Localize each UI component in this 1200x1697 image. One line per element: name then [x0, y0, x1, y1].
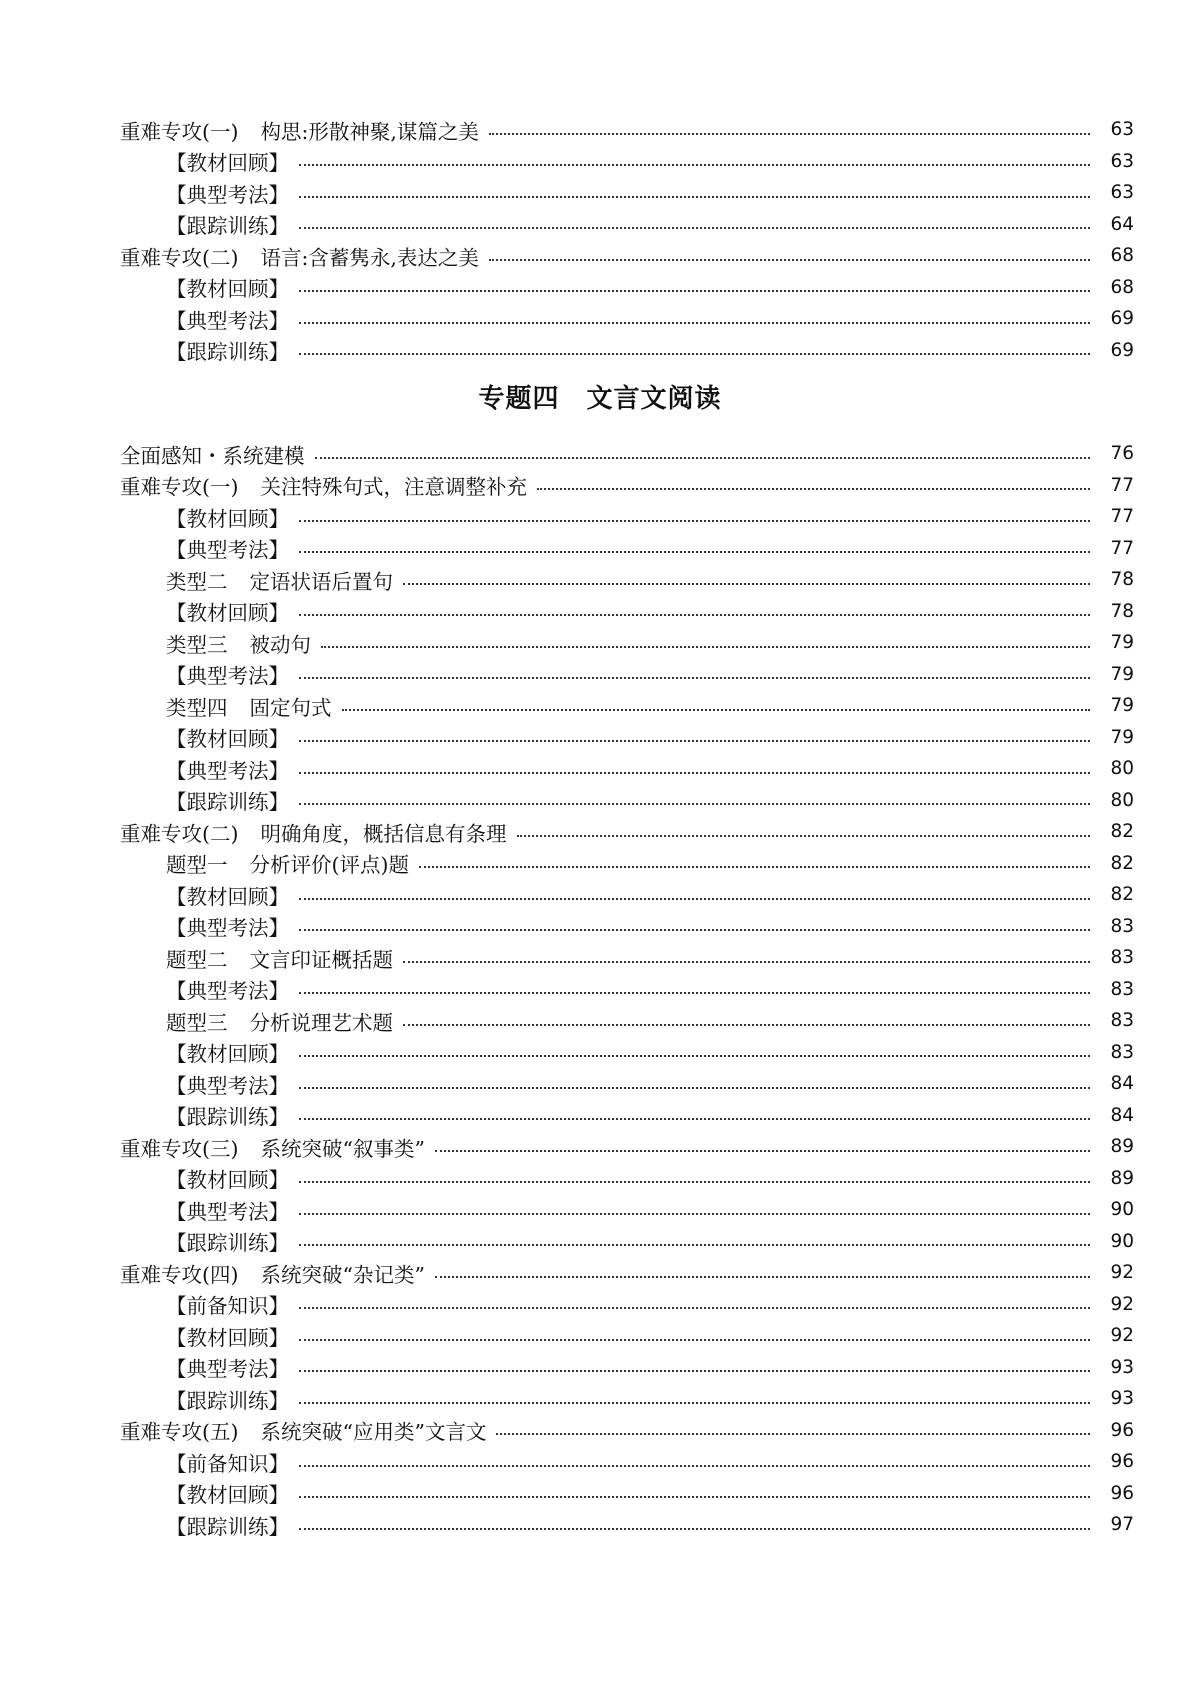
toc-entry[interactable]	[0, 1509, 1200, 1541]
toc-entry-prefix: 【跟踪训练】	[166, 790, 289, 815]
toc-page-number: 68	[1110, 245, 1134, 267]
toc-page-number: 77	[1110, 506, 1134, 528]
toc-entry-label	[120, 817, 511, 847]
toc-page-number: 83	[1110, 947, 1134, 969]
dot-leader	[435, 1150, 1090, 1152]
toc-entry-prefix: 【典型考法】	[166, 538, 289, 563]
toc-page-number: 80	[1110, 789, 1134, 811]
toc-page-number: 63	[1110, 150, 1134, 172]
toc-page-number: 79	[1110, 632, 1134, 654]
dot-leader	[403, 583, 1090, 585]
toc-page-number: 92	[1110, 1262, 1134, 1284]
toc-entry-prefix: 类型三	[166, 632, 228, 657]
toc-entry-prefix: 【典型考法】	[166, 1357, 289, 1382]
toc-entry-label	[166, 943, 397, 973]
toc-entry-title: 分析评价(评点)题	[249, 853, 409, 878]
toc-entry-title: 语言:含蓄隽永,表达之美	[260, 245, 479, 270]
toc-entry-prefix: 【跟踪训练】	[166, 1231, 289, 1256]
toc-entry-label	[120, 1132, 429, 1162]
toc-entry[interactable]	[0, 533, 1200, 565]
dot-leader	[299, 1402, 1090, 1404]
toc-entry[interactable]	[0, 1068, 1200, 1100]
toc-entry[interactable]	[0, 627, 1200, 659]
toc-entry-label	[120, 470, 531, 500]
dot-leader	[489, 259, 1090, 261]
toc-entry-label	[166, 848, 413, 878]
toc-entry-prefix: 【典型考法】	[166, 758, 289, 783]
dot-leader	[299, 1118, 1090, 1120]
dot-leader	[299, 1528, 1090, 1530]
dot-leader	[299, 898, 1090, 900]
toc-entry[interactable]	[0, 240, 1200, 272]
toc-page-number: 76	[1110, 443, 1134, 465]
toc-page-number: 89	[1110, 1167, 1134, 1189]
dot-leader	[299, 1465, 1090, 1467]
dot-leader	[299, 1244, 1090, 1246]
section-title: 专题四 文言文阅读	[478, 384, 722, 414]
dot-leader	[299, 677, 1090, 679]
dot-leader	[435, 1276, 1090, 1278]
toc-entry-prefix: 【教材回顾】	[166, 151, 289, 176]
toc-page-number: 93	[1110, 1388, 1134, 1410]
toc-entry-label	[166, 335, 293, 365]
toc-entry-prefix: 重难专攻(四)	[120, 1262, 239, 1287]
toc-page-number: 80	[1110, 758, 1134, 780]
toc-entry[interactable]	[0, 1131, 1200, 1163]
toc-entry-prefix: 题型一	[166, 853, 228, 878]
dot-leader	[299, 740, 1090, 742]
toc-entry-label	[166, 911, 293, 941]
dot-leader	[299, 353, 1090, 355]
toc-entry[interactable]	[0, 303, 1200, 335]
toc-entry-prefix: 类型二	[166, 569, 228, 594]
toc-entry-label	[166, 1384, 293, 1414]
toc-entry-label	[166, 146, 293, 176]
toc-entry-title: 分析说理艺术题	[249, 1010, 393, 1035]
toc-list-part2	[0, 438, 1200, 1541]
toc-entry-prefix: 全面感知・系统建模	[120, 443, 305, 468]
toc-entry-label	[166, 596, 293, 626]
toc-entry[interactable]	[0, 1446, 1200, 1478]
toc-entry-label	[166, 565, 397, 595]
toc-entry[interactable]	[0, 816, 1200, 848]
toc-entry-prefix: 【典型考法】	[166, 182, 289, 207]
toc-entry-label	[166, 1226, 293, 1256]
toc-page-number: 96	[1110, 1419, 1134, 1441]
toc-entry-label	[166, 1100, 293, 1130]
toc-entry-label	[120, 1415, 490, 1445]
toc-entry-title: 系统突破“杂记类”	[260, 1262, 425, 1287]
toc-entry-label	[120, 241, 483, 271]
toc-page-number: 69	[1110, 308, 1134, 330]
toc-entry[interactable]	[0, 114, 1200, 146]
toc-entry-label	[166, 272, 293, 302]
toc-page-number: 79	[1110, 726, 1134, 748]
toc-page-number: 84	[1110, 1073, 1134, 1095]
dot-leader	[299, 196, 1090, 198]
dot-leader	[517, 835, 1091, 837]
toc-entry-title: 被动句	[249, 632, 311, 657]
dot-leader	[299, 1339, 1090, 1341]
toc-entry[interactable]	[0, 501, 1200, 533]
dot-leader	[489, 133, 1090, 135]
toc-entry-prefix: 题型三	[166, 1010, 228, 1035]
toc-entry-title: 系统突破“叙事类”	[260, 1136, 425, 1161]
toc-entry-prefix: 【跟踪训练】	[166, 1105, 289, 1130]
toc-entry-prefix: 【典型考法】	[166, 916, 289, 941]
toc-page-number: 92	[1110, 1293, 1134, 1315]
toc-page-number: 84	[1110, 1104, 1134, 1126]
toc-entry-label	[166, 974, 293, 1004]
toc-entry-label	[166, 533, 293, 563]
toc-entry[interactable]	[0, 848, 1200, 880]
toc-entry-label	[166, 1478, 293, 1508]
dot-leader	[299, 614, 1090, 616]
toc-entry-prefix: 【跟踪训练】	[166, 214, 289, 239]
toc-page-number: 83	[1110, 1010, 1134, 1032]
toc-entry-label	[120, 1258, 429, 1288]
toc-entry-prefix: 【前备知识】	[166, 1294, 289, 1319]
toc-entry-title: 固定句式	[249, 695, 332, 720]
toc-entry-label	[166, 209, 293, 239]
toc-page-number: 83	[1110, 915, 1134, 937]
toc-entry-label	[166, 502, 293, 532]
dot-leader	[321, 646, 1090, 648]
toc-page-number: 78	[1110, 600, 1134, 622]
toc-entry-label	[166, 178, 293, 208]
dot-leader	[299, 1307, 1090, 1309]
toc-entry-prefix: 【教材回顾】	[166, 884, 289, 909]
toc-entry[interactable]	[0, 911, 1200, 943]
toc-entry-title: 系统突破“应用类”文言文	[260, 1420, 487, 1445]
toc-page-number: 83	[1110, 978, 1134, 1000]
toc-entry-prefix: 【教材回顾】	[166, 601, 289, 626]
toc-page-number: 93	[1110, 1356, 1134, 1378]
dot-leader	[299, 1496, 1090, 1498]
toc-entry[interactable]	[0, 1289, 1200, 1321]
toc-page-number: 97	[1110, 1514, 1134, 1536]
toc-entry-label	[166, 304, 293, 334]
dot-leader	[299, 551, 1090, 553]
dot-leader	[403, 961, 1090, 963]
toc-entry-prefix: 【教材回顾】	[166, 727, 289, 752]
toc-page-number: 79	[1110, 695, 1134, 717]
dot-leader	[299, 164, 1090, 166]
toc-page-number: 68	[1110, 276, 1134, 298]
dot-leader	[299, 1213, 1090, 1215]
toc-entry[interactable]	[0, 942, 1200, 974]
toc-entry[interactable]	[0, 659, 1200, 691]
toc-entry-prefix: 重难专攻(一)	[120, 475, 239, 500]
dot-leader	[299, 227, 1090, 229]
dot-leader	[299, 803, 1090, 805]
toc-entry-label	[166, 1352, 293, 1382]
toc-entry-prefix: 【教材回顾】	[166, 1325, 289, 1350]
toc-entry[interactable]	[0, 1037, 1200, 1069]
toc-page-number: 82	[1110, 884, 1134, 906]
toc-entry[interactable]	[0, 1352, 1200, 1384]
dot-leader	[299, 929, 1090, 931]
toc-entry[interactable]	[0, 177, 1200, 209]
toc-entry[interactable]	[0, 753, 1200, 785]
toc-entry-label	[166, 1037, 293, 1067]
toc-entry-label	[166, 785, 293, 815]
toc-page-number: 82	[1110, 852, 1134, 874]
dot-leader	[299, 1087, 1090, 1089]
toc-list-part1	[0, 114, 1200, 366]
toc-page-number: 69	[1110, 339, 1134, 361]
toc-page-number: 64	[1110, 213, 1134, 235]
toc-entry[interactable]	[0, 272, 1200, 304]
toc-entry[interactable]	[0, 146, 1200, 178]
toc-entry-prefix: 【典型考法】	[166, 1073, 289, 1098]
toc-entry[interactable]	[0, 1383, 1200, 1415]
toc-entry-label	[166, 880, 293, 910]
toc-entry[interactable]	[0, 1415, 1200, 1447]
toc-page-number: 82	[1110, 821, 1134, 843]
toc-entry-title: 文言印证概括题	[249, 947, 393, 972]
dot-leader	[299, 992, 1090, 994]
toc-entry-label	[166, 1069, 293, 1099]
toc-entry-label	[166, 1006, 397, 1036]
dot-leader	[299, 772, 1090, 774]
toc-entry[interactable]	[0, 1478, 1200, 1510]
toc-entry[interactable]	[0, 438, 1200, 470]
toc-entry-label	[166, 1289, 293, 1319]
toc-entry[interactable]	[0, 690, 1200, 722]
toc-entry[interactable]	[0, 564, 1200, 596]
toc-entry-prefix: 重难专攻(五)	[120, 1420, 239, 1445]
toc-entry-title: 构思:形散神聚,谋篇之美	[260, 119, 479, 144]
toc-entry[interactable]	[0, 974, 1200, 1006]
dot-leader	[537, 488, 1090, 490]
toc-page-number: 96	[1110, 1482, 1134, 1504]
dot-leader	[299, 290, 1090, 292]
toc-page-number: 77	[1110, 537, 1134, 559]
toc-entry-label	[166, 1195, 293, 1225]
toc-entry-label	[166, 1321, 293, 1351]
toc-entry[interactable]	[0, 1005, 1200, 1037]
toc-entry-prefix: 【教材回顾】	[166, 1042, 289, 1067]
toc-page-number: 89	[1110, 1136, 1134, 1158]
toc-entry[interactable]	[0, 1320, 1200, 1352]
toc-entry-prefix: 【典型考法】	[166, 1199, 289, 1224]
toc-entry-prefix: 题型二	[166, 947, 228, 972]
dot-leader	[299, 1181, 1090, 1183]
toc-entry-label	[166, 722, 293, 752]
toc-entry[interactable]	[0, 785, 1200, 817]
dot-leader	[299, 1370, 1090, 1372]
dot-leader	[315, 457, 1091, 459]
toc-entry-label	[120, 115, 483, 145]
toc-entry-prefix: 重难专攻(二)	[120, 821, 239, 846]
toc-entry[interactable]	[0, 1257, 1200, 1289]
toc-entry[interactable]	[0, 470, 1200, 502]
toc-entry-label	[166, 691, 336, 721]
toc-entry-prefix: 【典型考法】	[166, 664, 289, 689]
toc-entry[interactable]	[0, 1100, 1200, 1132]
toc-entry[interactable]	[0, 1226, 1200, 1258]
toc-page-number: 92	[1110, 1325, 1134, 1347]
toc-entry[interactable]	[0, 335, 1200, 367]
dot-leader	[419, 866, 1090, 868]
toc-entry[interactable]	[0, 1163, 1200, 1195]
toc-entry-label	[166, 754, 293, 784]
toc-page-number: 90	[1110, 1230, 1134, 1252]
toc-entry-label	[166, 1510, 293, 1540]
dot-leader	[299, 520, 1090, 522]
toc-entry-prefix: 重难专攻(二)	[120, 245, 239, 270]
toc-entry-prefix: 【典型考法】	[166, 979, 289, 1004]
toc-page-number: 77	[1110, 474, 1134, 496]
toc-entry-title: 明确角度，概括信息有条理	[260, 821, 507, 846]
dot-leader	[403, 1024, 1090, 1026]
toc-entry-prefix: 【跟踪训练】	[166, 1514, 289, 1539]
toc-entry-title: 关注特殊句式，注意调整补充	[260, 475, 527, 500]
toc-entry-label	[166, 1163, 293, 1193]
dot-leader	[299, 322, 1090, 324]
toc-entry[interactable]	[0, 879, 1200, 911]
toc-entry-title: 定语状语后置句	[249, 569, 393, 594]
dot-leader	[342, 709, 1091, 711]
toc-page-number: 63	[1110, 119, 1134, 141]
toc-entry-label	[166, 1447, 293, 1477]
toc-entry-prefix: 类型四	[166, 695, 228, 720]
toc-entry[interactable]	[0, 1194, 1200, 1226]
toc-entry-prefix: 【跟踪训练】	[166, 340, 289, 365]
toc-entry-prefix: 【跟踪训练】	[166, 1388, 289, 1413]
toc-page-number: 63	[1110, 182, 1134, 204]
toc-entry[interactable]	[0, 209, 1200, 241]
toc-page-number: 83	[1110, 1041, 1134, 1063]
toc-page-number: 96	[1110, 1451, 1134, 1473]
toc-page-number: 79	[1110, 663, 1134, 685]
toc-entry-label	[120, 439, 309, 469]
toc-entry-prefix: 【教材回顾】	[166, 506, 289, 531]
dot-leader	[299, 1055, 1090, 1057]
toc-entry-label	[166, 628, 315, 658]
toc-entry-label	[166, 659, 293, 689]
toc-entry-prefix: 【典型考法】	[166, 308, 289, 333]
toc-entry-prefix: 重难专攻(一)	[120, 119, 239, 144]
toc-entry-prefix: 【教材回顾】	[166, 277, 289, 302]
toc-entry-prefix: 【教材回顾】	[166, 1168, 289, 1193]
dot-leader	[496, 1433, 1090, 1435]
toc-page-number: 90	[1110, 1199, 1134, 1221]
toc-entry-prefix: 【前备知识】	[166, 1451, 289, 1476]
toc-entry[interactable]	[0, 596, 1200, 628]
toc-entry[interactable]	[0, 722, 1200, 754]
toc-entry-prefix: 【教材回顾】	[166, 1483, 289, 1508]
toc-page-number: 78	[1110, 569, 1134, 591]
toc-entry-prefix: 重难专攻(三)	[120, 1136, 239, 1161]
